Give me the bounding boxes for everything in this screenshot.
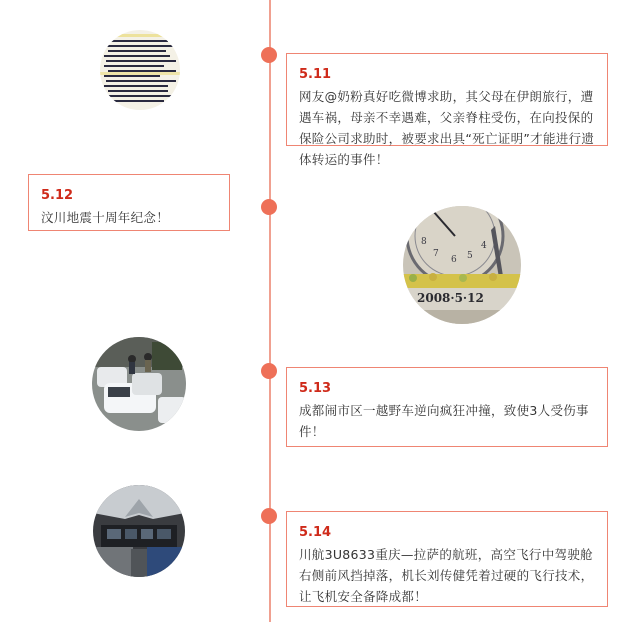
photo-cockpit xyxy=(93,485,185,577)
event-text: 网友@奶粉真好吃微博求助，其父母在伊朗旅行，遭遇车祸，母亲不幸遇难，父亲脊柱受伤，在向投保的保险公司求助时，被要求出具“死亡证明”才能进行遗体转运的事件！ xyxy=(299,89,595,167)
timeline-dot-5-11 xyxy=(261,47,277,63)
event-date: 5.11 xyxy=(299,67,332,82)
svg-text:7: 7 xyxy=(433,249,439,259)
event-text: 汶川地震十周年纪念！ xyxy=(41,210,170,225)
event-date: 5.12 xyxy=(41,188,74,203)
photo-memorial-clock xyxy=(403,206,521,324)
photo-street-crash xyxy=(92,337,186,431)
svg-text:8: 8 xyxy=(421,237,427,247)
event-card-5-11 xyxy=(286,53,608,167)
svg-text:6: 6 xyxy=(451,255,457,265)
event-date: 5.14 xyxy=(299,525,332,540)
event-card-5-12 xyxy=(28,174,230,231)
event-card-5-14 xyxy=(286,511,608,607)
memorial-date-text: 2008·5·12 xyxy=(417,291,484,305)
svg-text:4: 4 xyxy=(481,241,487,251)
timeline-dot-5-14 xyxy=(261,508,277,524)
timeline-line xyxy=(269,0,271,622)
event-date: 5.13 xyxy=(299,381,332,396)
timeline-dot-5-13 xyxy=(261,363,277,379)
timeline-dot-5-12 xyxy=(261,199,277,215)
svg-text:5: 5 xyxy=(467,251,473,261)
photo-document xyxy=(100,30,180,110)
event-text: 成都闹市区一越野车逆向疯狂冲撞，致使3人受伤事件！ xyxy=(299,403,589,439)
event-card-5-13 xyxy=(286,367,608,447)
event-text: 川航3U8633重庆—拉萨的航班，高空飞行中驾驶舱右侧前风挡掉落，机长刘传健凭着过硬的飞行技术，让飞机安全备降成都！ xyxy=(299,547,594,604)
